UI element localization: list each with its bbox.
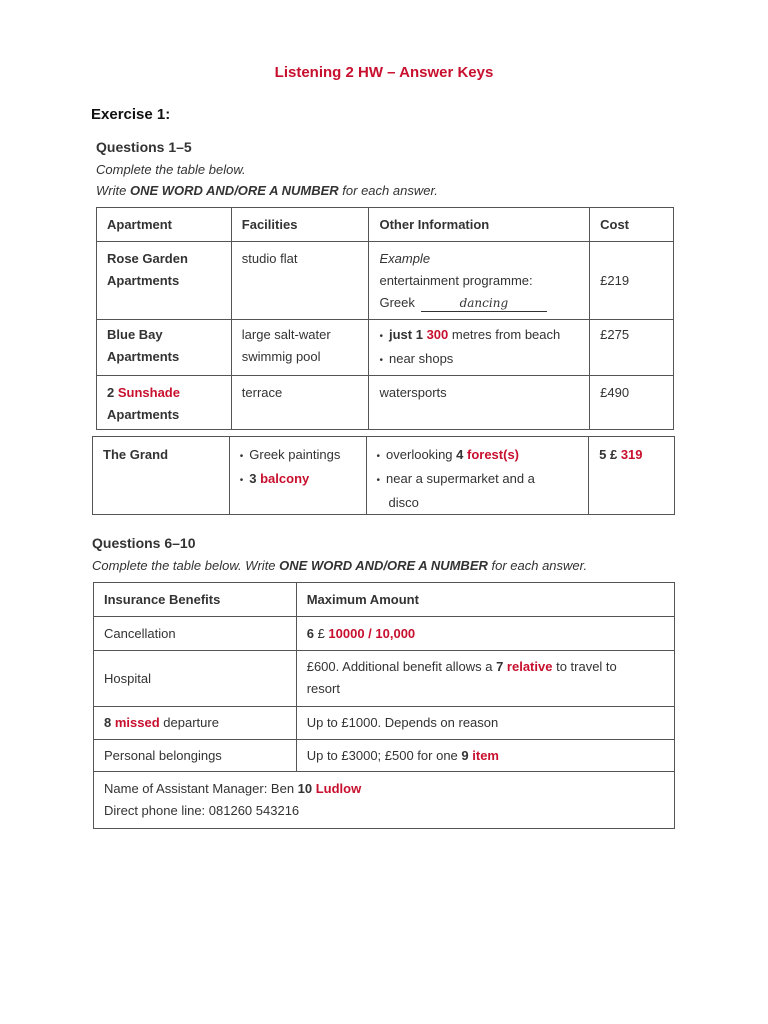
table-row xyxy=(93,437,675,515)
amount-cell: Up to £3000; £500 for one 9 item xyxy=(296,740,674,772)
insurance-table xyxy=(93,582,675,829)
instruction-line-2: Write ONE WORD AND/ORE A NUMBER for each answer. xyxy=(96,183,438,198)
cost-cell: 5 £ 319 xyxy=(589,437,675,515)
benefit-cell: 8 missed departure xyxy=(94,707,297,740)
manager-info-cell: Name of Assistant Manager: Ben 10 Ludlow Direct phone line: 081260 543216 xyxy=(94,772,675,829)
apartments-table xyxy=(96,207,674,430)
info-cell: Example entertainment programme: Greek dancing xyxy=(369,242,590,320)
table-row xyxy=(97,242,674,320)
the-grand-table xyxy=(92,436,675,515)
table-row xyxy=(94,651,675,707)
amount-cell: 6 £ 10000 / 10,000 xyxy=(296,617,674,651)
header-insurance-benefits: Insurance Benefits xyxy=(94,583,297,617)
table-row xyxy=(94,772,675,829)
apartment-cell: Blue Bay Apartments xyxy=(97,320,232,376)
amount-cell: £600. Additional benefit allows a 7 relative to travel to resort xyxy=(296,651,674,707)
questions-1-5-heading: Questions 1–5 xyxy=(96,139,192,155)
instruction-line-3: Complete the table below. Write ONE WORD AND/ORE A NUMBER for each answer. xyxy=(92,558,588,573)
header-other-info: Other Information xyxy=(369,208,590,242)
amount-cell: Up to £1000. Depends on reason xyxy=(296,707,674,740)
facilities-cell: • Greek paintings • 3 balcony xyxy=(229,437,366,515)
cost-cell: £275 xyxy=(590,320,674,376)
table-header-row xyxy=(97,208,674,242)
header-facilities: Facilities xyxy=(231,208,369,242)
table-row xyxy=(97,376,674,430)
benefit-cell: Hospital xyxy=(94,651,297,707)
cost-cell: £490 xyxy=(590,376,674,430)
table-row xyxy=(94,707,675,740)
table-row xyxy=(94,740,675,772)
questions-6-10-heading: Questions 6–10 xyxy=(92,535,196,551)
facilities-cell: studio flat xyxy=(231,242,369,320)
facilities-cell: large salt-water swimmig pool xyxy=(231,320,369,376)
apartment-cell: 2 Sunshade Apartments xyxy=(97,376,232,430)
benefit-cell: Personal belongings xyxy=(94,740,297,772)
header-cost: Cost xyxy=(590,208,674,242)
facilities-cell: terrace xyxy=(231,376,369,430)
header-apartment: Apartment xyxy=(97,208,232,242)
info-cell: • just 1 300 metres from beach • near shops xyxy=(369,320,590,376)
info-cell: watersports xyxy=(369,376,590,430)
exercise-label: Exercise 1: xyxy=(91,106,171,123)
info-cell: • overlooking 4 forest(s) • near a supermarket and a disco xyxy=(366,437,589,515)
apartment-cell: The Grand xyxy=(93,437,230,515)
table-row xyxy=(94,617,675,651)
header-maximum-amount: Maximum Amount xyxy=(296,583,674,617)
cost-cell: £219 xyxy=(590,242,674,320)
page-title: Listening 2 HW – Answer Keys xyxy=(274,64,494,81)
table-row xyxy=(97,320,674,376)
example-answer: dancing xyxy=(421,295,547,312)
instruction-line-1: Complete the table below. xyxy=(96,162,246,177)
apartment-cell: Rose Garden Apartments xyxy=(97,242,232,320)
table-header-row xyxy=(94,583,675,617)
benefit-cell: Cancellation xyxy=(94,617,297,651)
